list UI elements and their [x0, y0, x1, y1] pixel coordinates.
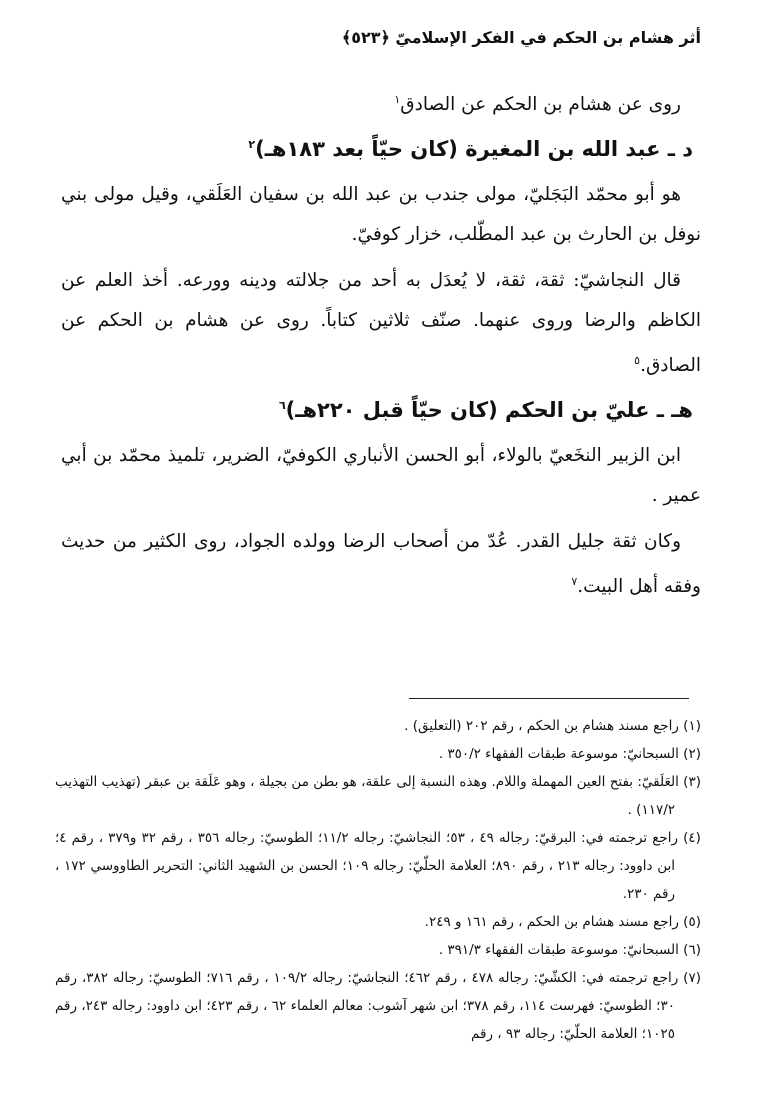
paragraph	[61, 522, 701, 607]
paragraph	[61, 261, 701, 386]
heading-text: هـ ـ عليّ بن الحكم (كان حيّاً قبل ٢٢٠هـ)	[285, 398, 693, 423]
heading-text: د ـ عبد الله بن المغيرة (كان حيّاً بعد ١٨٣هـ)	[255, 137, 693, 162]
paragraph-text: هو أبو محمّد البَجَليّ، مولى جندب بن عبد الله بن سفيان العَلَقي، وقيل مولى بني نوفل بن الحارث بن عبد المطّلب، خزار كوفيّ.	[61, 184, 701, 246]
section-heading	[61, 137, 693, 161]
footnote-separator	[409, 698, 689, 699]
footnote-marker: ١	[394, 93, 401, 106]
paragraph	[61, 80, 701, 125]
paragraph-text: وكان ثقة جليل القدر. عُدّ من أصحاب الرضا وولده الجواد، روى الكثير من حديث وفقه أهل البيت.	[61, 531, 701, 598]
paragraph	[61, 175, 701, 255]
footnote: (٧) راجع ترجمته في: الكشّيّ: رجاله ٤٧٨ ، رقم ٤٦٢؛ النجاشيّ: رجاله ١٠٩/٢ ، رقم ٧١٦؛ الطوسيّ: رجاله ٣٨٢، رقم ٣٠؛ الطوسيّ: فهرست ١١٤، رقم ٣٧٨؛ ابن شهر آشوب: معالم العلماء ٦٢ ، رقم ٤٢٣؛ ابن داوود: رجاله ٢٤٣، رقم ١٠٢٥؛ العلامة الحلّيّ: رجاله ٩٣ ، رقم	[55, 970, 701, 1042]
footnote-marker: ٧	[571, 575, 578, 589]
section-heading	[61, 398, 693, 422]
paragraph	[61, 436, 701, 516]
main-text	[61, 80, 701, 613]
footnote: (٢) السبحانيّ: موسوعة طبقات الفقهاء ٣٥٠/٢ .	[438, 746, 701, 762]
footnote: (٤) راجع ترجمته في: البرقيّ: رجاله ٤٩ ، ٥٣؛ النجاشيّ: رجاله ١١/٢؛ الطوسيّ: رجاله ٣٥٦ ، رقم ٣٢ و٣٧٩ ، رقم ٤؛ ابن داوود: رجاله ٢١٣ ، رقم ٨٩٠؛ العلامة الحلّيّ: رجاله ١٠٩؛ الحسن بن الشهيد الثاني: التحرير الطاووسي ١٧٢ ، رقم ٢٣٠.	[55, 830, 701, 902]
running-head: أثر هشام بن الحكم في الفكر الإسلاميّ ﴿٥٢٣﴾	[341, 28, 701, 47]
footnote: (٦) السبحانيّ: موسوعة طبقات الفقهاء ٣٩١/٣ .	[438, 942, 701, 958]
footnote-marker: ٦	[278, 399, 286, 413]
footnotes	[55, 712, 701, 1048]
footnote: (١) راجع مسند هشام بن الحكم ، رقم ٢٠٢ (التعليق) .	[404, 718, 701, 734]
paragraph-text: ابن الزبير النخَعيّ بالولاء، أبو الحسن الأنباري الكوفيّ، الضرير، تلميذ محمّد بن أبي عمير .	[61, 445, 701, 507]
footnote: (٥) راجع مسند هشام بن الحكم ، رقم ١٦١ و ٢٤٩.	[424, 914, 701, 930]
footnote: (٣) العَلَقيّ: بفتح العين المهملة واللام. وهذه النسبة إلى علقة، هو بطن من بجيلة ، وهو عَلَقة بن عبقر (تهذيب التهذيب ١١٧/٢) .	[55, 774, 701, 818]
paragraph-text: قال النجاشيّ: ثقة، ثقة، لا يُعدَل به أحد من جلالته ودينه وورعه. أخذ العلم عن الكاظم والرضا وروى عنهما. صنّف ثلاثين كتاباً. روى عن هشام بن الحكم عن الصادق.	[61, 270, 701, 377]
paragraph-text: روى عن هشام بن الحكم عن الصادق	[400, 94, 681, 116]
footnote-marker: ٥	[634, 354, 641, 368]
footnote-marker: ٢	[248, 138, 256, 152]
